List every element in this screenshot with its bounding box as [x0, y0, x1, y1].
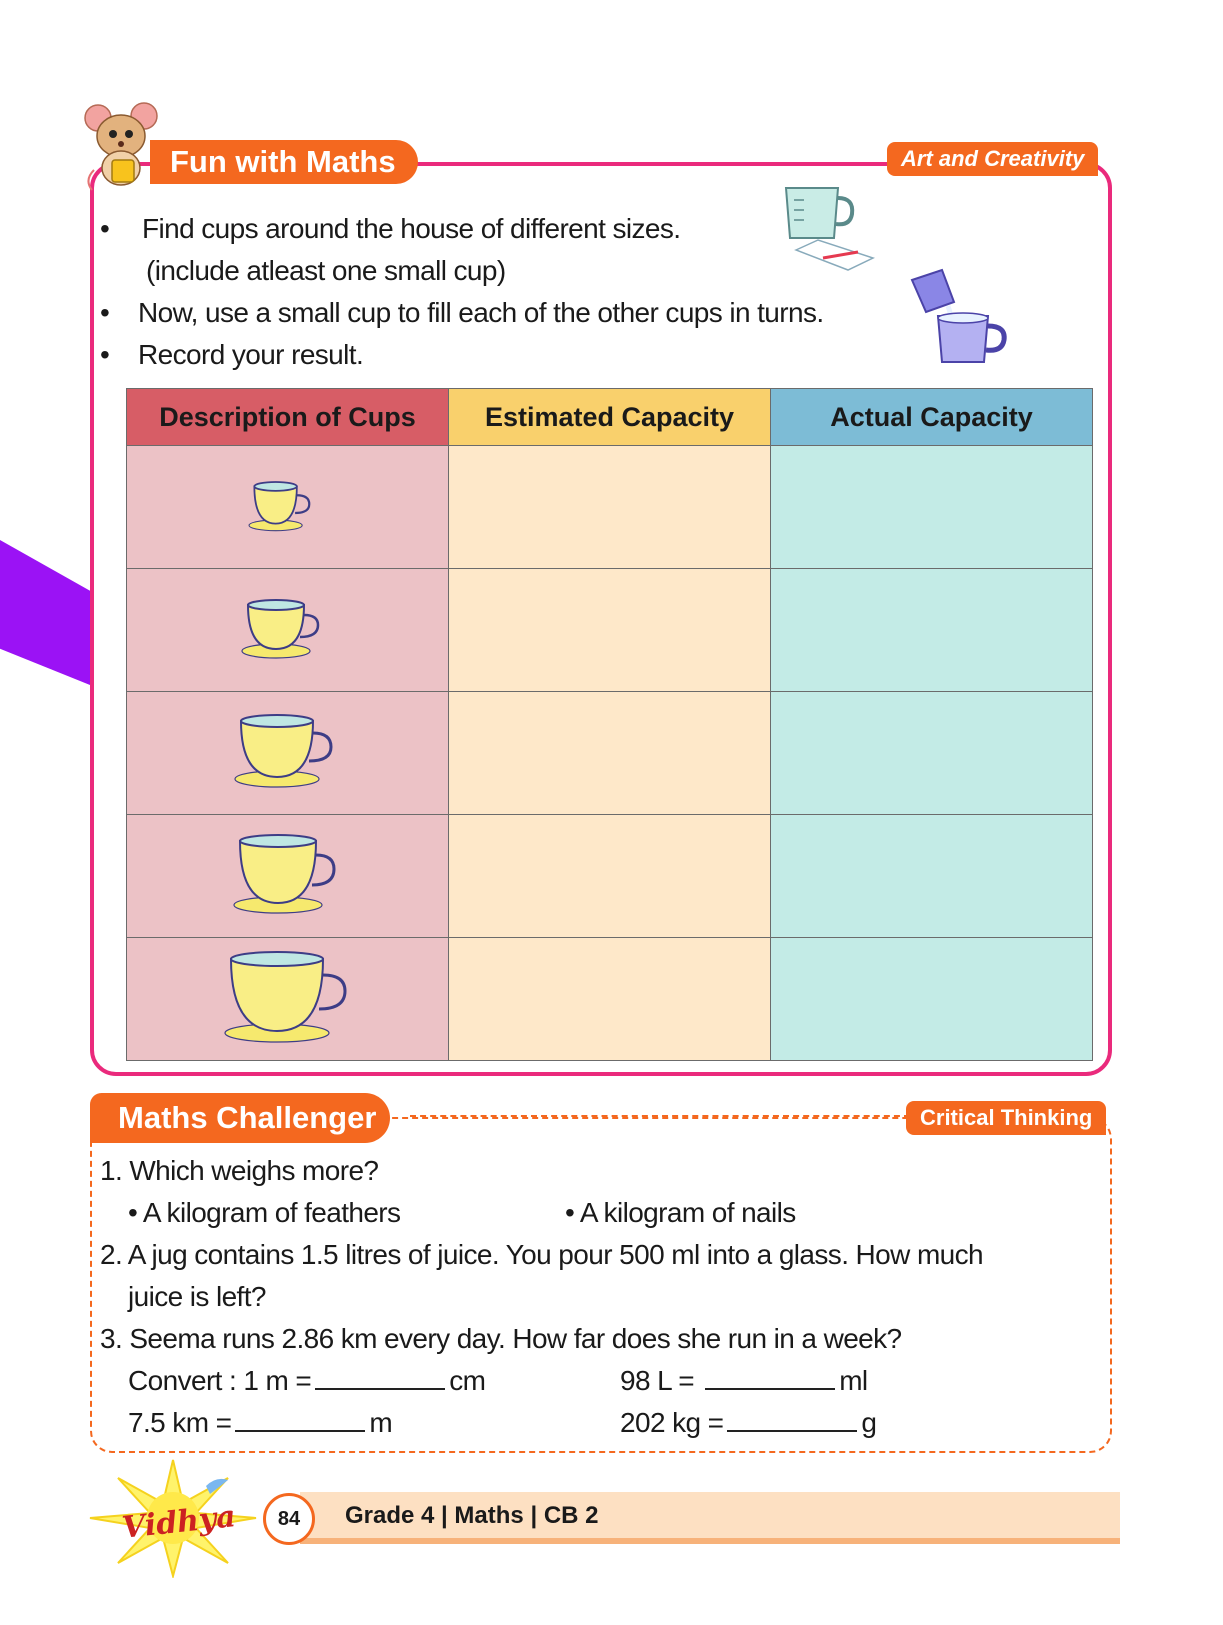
answer-blank[interactable] — [727, 1404, 857, 1432]
actual-capacity-cell[interactable] — [771, 569, 1093, 692]
critical-thinking-tag: Critical Thinking — [906, 1101, 1106, 1135]
table-row — [127, 692, 1093, 815]
cup-cell — [127, 815, 449, 938]
cup-cell — [127, 446, 449, 569]
convert-m-to-cm: Convert : 1 m = cm — [128, 1360, 485, 1402]
answer-blank[interactable] — [705, 1362, 835, 1390]
cup-icon — [232, 709, 344, 793]
answer-blank[interactable] — [315, 1362, 445, 1390]
list-item: • Now, use a small cup to fill each of the other cups in turns. — [96, 292, 824, 334]
cup-icon — [243, 474, 333, 536]
cup-cell — [127, 938, 449, 1061]
column-header-estimated: Estimated Capacity — [449, 389, 771, 446]
convert-km-to-m: 7.5 km = m — [128, 1402, 392, 1444]
option-feathers: • A kilogram of feathers — [128, 1197, 401, 1228]
estimated-capacity-cell[interactable] — [449, 446, 771, 569]
estimated-capacity-cell[interactable] — [449, 815, 771, 938]
pouring-cups-icon — [908, 266, 1018, 370]
page-number: 84 — [263, 1493, 315, 1545]
cups-capacity-table — [126, 388, 1093, 1061]
actual-capacity-cell[interactable] — [771, 446, 1093, 569]
footer-grade-subject: Grade 4 | Maths | CB 2 — [345, 1502, 599, 1529]
convert-kg-to-g: 202 kg = g — [620, 1402, 876, 1444]
table-row — [127, 569, 1093, 692]
question-1: 1. Which weighs more? — [100, 1155, 379, 1186]
option-nails: • A kilogram of nails — [565, 1197, 796, 1228]
decorative-purple-wedge — [0, 540, 90, 685]
instruction-list — [96, 208, 824, 376]
list-item: • Record your result. — [96, 334, 824, 376]
divider — [410, 1115, 910, 1117]
cup-icon — [238, 593, 338, 663]
convert-l-to-ml: 98 L = ml — [620, 1360, 868, 1402]
actual-capacity-cell[interactable] — [771, 692, 1093, 815]
cup-icon — [221, 947, 355, 1047]
answer-blank[interactable] — [235, 1404, 365, 1432]
estimated-capacity-cell[interactable] — [449, 569, 771, 692]
maths-challenger-title: Maths Challenger — [90, 1093, 390, 1143]
question-2-line-1: 2. A jug contains 1.5 litres of juice. You pour 500 ml into a glass. How much — [100, 1239, 984, 1270]
fun-with-maths-title: Fun with Maths — [150, 140, 418, 184]
estimated-capacity-cell[interactable] — [449, 938, 771, 1061]
actual-capacity-cell[interactable] — [771, 938, 1093, 1061]
question-3: 3. Seema runs 2.86 km every day. How far does she run in a week? — [100, 1323, 902, 1354]
question-2-line-2: juice is left? — [128, 1281, 266, 1312]
table-row — [127, 446, 1093, 569]
cup-icon — [230, 829, 346, 919]
list-item: • Find cups around the house of different sizes. (include atleast one small cup) — [96, 208, 824, 292]
column-header-description: Description of Cups — [127, 389, 449, 446]
cup-cell — [127, 692, 449, 815]
measuring-cup-icon — [778, 180, 888, 290]
cup-cell — [127, 569, 449, 692]
estimated-capacity-cell[interactable] — [449, 692, 771, 815]
vidhya-logo-text: Vidhya — [120, 1499, 238, 1546]
table-row — [127, 938, 1093, 1061]
table-row — [127, 815, 1093, 938]
art-and-creativity-tag: Art and Creativity — [887, 142, 1098, 176]
column-header-actual: Actual Capacity — [771, 389, 1093, 446]
actual-capacity-cell[interactable] — [771, 815, 1093, 938]
